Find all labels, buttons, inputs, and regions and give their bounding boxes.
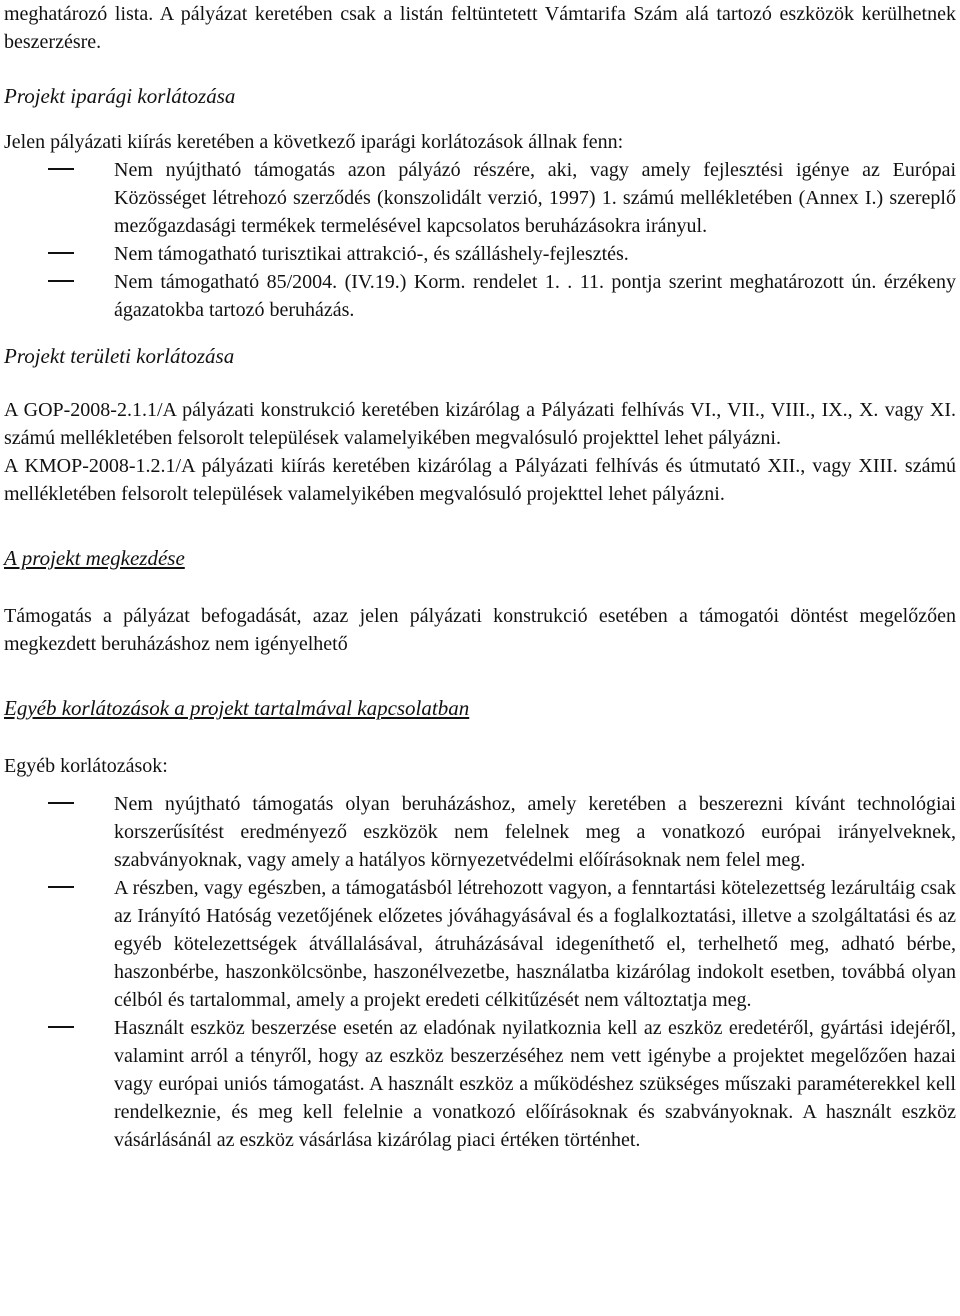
spacer <box>4 780 956 790</box>
other-list <box>4 790 956 1154</box>
territorial-heading: Projekt területi korlátozása <box>4 344 235 368</box>
list-item <box>4 1014 956 1154</box>
spacer <box>4 110 956 128</box>
spacer <box>4 658 956 694</box>
start-heading: A projekt megkezdése <box>4 546 185 570</box>
list-item-text: Nem támogatható 85/2004. (IV.19.) Korm. rendelet 1. . 11. pontja szerint meghatározott ún. érzékeny ágazatokba tartozó beruházás. <box>114 271 956 321</box>
territorial-paragraph-1: A GOP-2008-2.1.1/A pályázati konstrukció keretében kizárólag a Pályázati felhívás VI., VII., VIII., IX., X. vagy XI. számú mellékletében felsorolt települések valamelyikében megvalósuló projekttel lehet pályázni. <box>4 399 956 449</box>
list-item-text: Nem támogatható turisztikai attrakció-, és szálláshely-fejlesztés. <box>114 243 629 265</box>
dash-bullet-icon <box>48 1014 92 1042</box>
intro-paragraph: meghatározó lista. A pályázat keretében csak a listán feltüntetett Vámtarifa Szám alá tartozó eszközök kerülhetnek beszerzésre. <box>4 3 956 53</box>
spacer <box>4 572 956 602</box>
spacer <box>4 56 956 82</box>
spacer <box>4 508 956 544</box>
list-item <box>4 240 956 268</box>
spacer <box>4 722 956 752</box>
spacer <box>4 370 956 396</box>
list-item-text: Használt eszköz beszerzése esetén az eladónak nyilatkoznia kell az eszköz eredetéről, gyártási idejéről, valamint arról a tényről, hogy az eszköz beszerzéséhez nem vett igénybe a projektet megelőzően hazai vagy európai uniós támogatást. A használt eszköz a működéshez szükséges műszaki paraméterekkel kell rendelkeznie, és meg kell felelnie a vonatkozó előírásoknak és szabványoknak. A használt eszköz vásárlásánál az eszköz vásárlása kizárólag piaci értéken történhet. <box>114 1017 956 1151</box>
list-item <box>4 874 956 1014</box>
industry-lead: Jelen pályázati kiírás keretében a következő iparági korlátozások állnak fenn: <box>4 131 624 153</box>
list-item <box>4 790 956 874</box>
list-item <box>4 268 956 324</box>
spacer <box>4 324 956 342</box>
territorial-paragraph-2: A KMOP-2008-1.2.1/A pályázati kiírás keretében kizárólag a Pályázati felhívás és útmutató XII., vagy XIII. számú mellékletében felsorolt települések valamelyikében megvalósuló projekttel lehet pályázni. <box>4 455 956 505</box>
dash-bullet-icon <box>48 240 92 268</box>
dash-bullet-icon <box>48 268 92 296</box>
list-item-text: A részben, vagy egészben, a támogatásból létrehozott vagyon, a fenntartási kötelezettség lezárultáig csak az Irányító Hatóság vezetőjének előzetes jóváhagyásával és a foglalkoztatási, illetve a szolgáltatási és az egyéb kötelezettségek átvállalásával, átruházásával idegeníthető el, terhelhető meg, adható bérbe, haszonbérbe, haszonkölcsönbe, haszonélvezetbe, használatba kizárólag indokolt esetben, továbbá olyan célból és tartalommal, amely a projekt eredeti célkitűzését nem változtatja meg. <box>114 877 956 1011</box>
other-lead: Egyéb korlátozások: <box>4 755 168 777</box>
industry-heading: Projekt iparági korlátozása <box>4 84 236 108</box>
list-item-text: Nem nyújtható támogatás olyan beruházáshoz, amely keretében a beszerezni kívánt technológiai korszerűsítést eredményező eszközök nem felelnek meg a vonatkozó európai irányelveknek, szabványoknak, vagy amely a hatályos környezetvédelmi előírásoknak nem felel meg. <box>114 793 956 871</box>
dash-bullet-icon <box>48 790 92 818</box>
list-item <box>4 156 956 240</box>
industry-list <box>4 156 956 324</box>
other-heading: Egyéb korlátozások a projekt tartalmával kapcsolatban <box>4 696 470 720</box>
dash-bullet-icon <box>48 874 92 902</box>
list-item-text: Nem nyújtható támogatás azon pályázó részére, aki, vagy amely fejlesztési igénye az Európai Közösséget létrehozó szerződés (konszolidált verzió, 1997) 1. számú mellékletében (Annex I.) szereplő mezőgazdasági termékek termelésével kapcsolatos beruházásokra irányul. <box>114 159 956 237</box>
dash-bullet-icon <box>48 156 92 184</box>
start-paragraph: Támogatás a pályázat befogadását, azaz jelen pályázati konstrukció esetében a támogatói döntést megelőzően megkezdett beruházáshoz nem igényelhető <box>4 605 956 655</box>
